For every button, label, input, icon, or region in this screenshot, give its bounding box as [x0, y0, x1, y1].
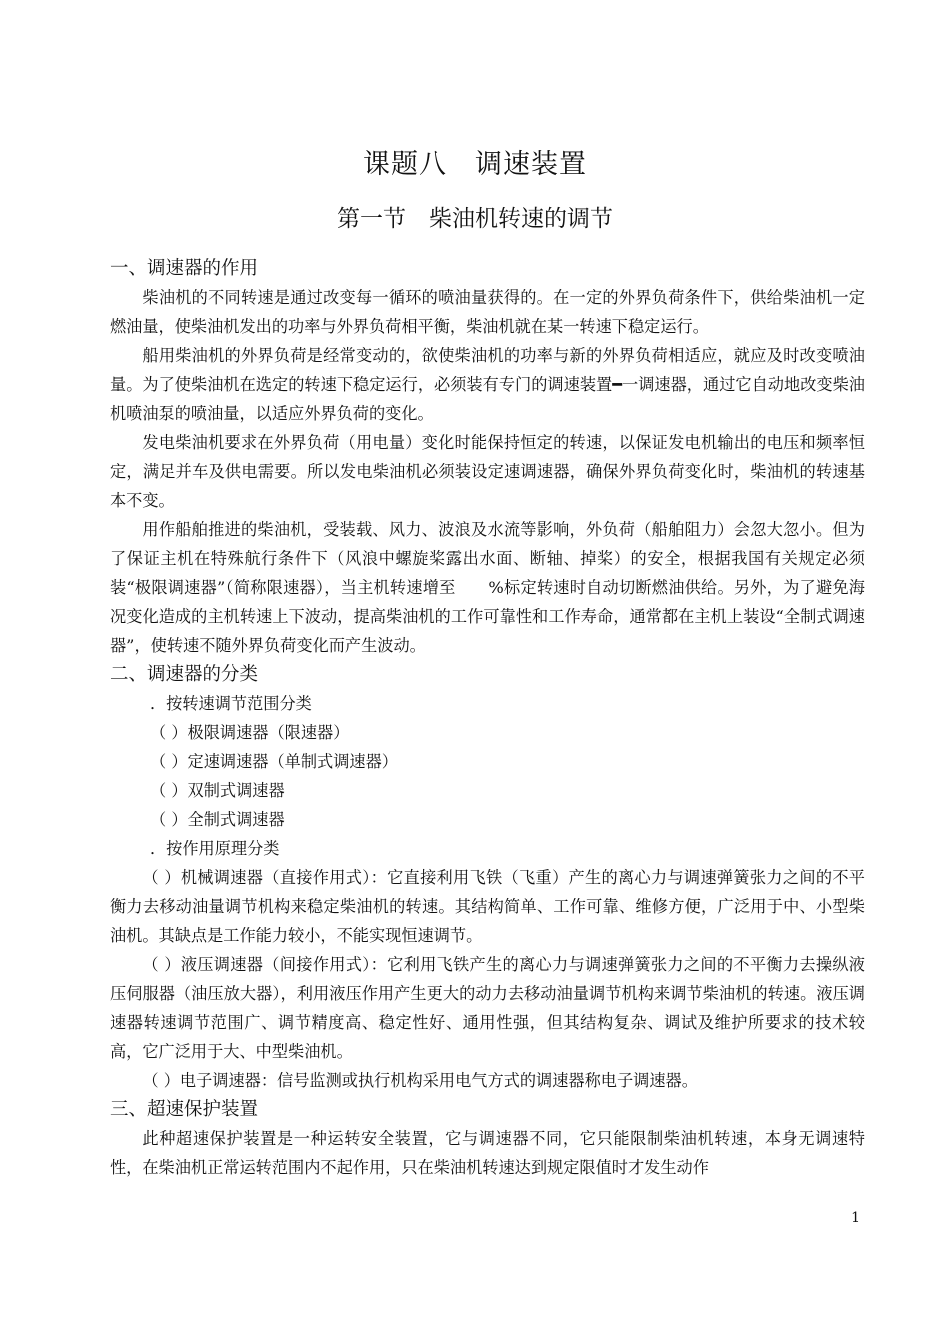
heading-governor-classification: 二、调速器的分类: [110, 664, 259, 685]
paragraph: 此种超速保护装置是一种运转安全装置，它与调速器不同，它只能限制柴油机转速，本身无调速特性，在柴油机正常运转范围内不起作用，只在柴油机转速达到规定限值时才发生动作: [110, 1129, 865, 1177]
heading-overspeed-protection: 三、超速保护装置: [110, 1099, 259, 1120]
paragraph: 用作船舶推进的柴油机，受装载、风力、波浪及水流等影响，外负荷（船舶阻力）会忽大忽小。但为了保证主机在特殊航行条件下（风浪中螺旋桨露出水面、断轴、掉桨）的安全，根据我国有关规定必须装“极限调速器”（简称限速器），当主机转速增至 %标定转速时自动切断燃油供给。另外，为了避免海况变化造成的主机转速上下波动，提高柴油机的工作可靠性和工作寿命，通常都在主机上装设“全制式调速器”，使转速不随外界负荷变化而产生波动。: [110, 520, 865, 655]
paragraph: 发电柴油机要求在外界负荷（用电量）变化时能保持恒定的转速，以保证发电机输出的电压和频率恒定，满足并车及供电需要。所以发电柴油机必须装设定速调速器，确保外界负荷变化时，柴油机的转速基本不变。: [110, 433, 865, 510]
list-item: （ ）极限调速器（限速器）: [150, 723, 350, 742]
list-item: ．按作用原理分类: [150, 839, 280, 858]
list-item: （ ）全制式调速器: [150, 810, 285, 829]
list-item: （ ）定速调速器（单制式调速器）: [150, 752, 398, 771]
paragraph: 柴油机的不同转速是通过改变每一循环的喷油量获得的。在一定的外界负荷条件下，供给柴油机一定燃油量，使柴油机发出的功率与外界负荷相平衡，柴油机就在某一转速下稳定运行。: [110, 288, 865, 336]
paragraph: （ ）液压调速器（间接作用式）：它利用飞铁产生的离心力与调速弹簧张力之间的不平衡力去操纵液压伺服器（油压放大器），利用液压作用产生更大的动力去移动油量调节机构来调节柴油机的转速。液压调速器转速调节范围广、调节精度高、稳定性好、通用性强，但其结构复杂、调试及维护所要求的技术较高，它广泛用于大、中型柴油机。: [110, 955, 865, 1061]
list-item: （ ）双制式调速器: [150, 781, 285, 800]
chapter-title: 课题八 调速装置: [363, 149, 587, 180]
paragraph: （ ）机械调速器（直接作用式）：它直接利用飞铁（飞重）产生的离心力与调速弹簧张力之间的不平衡力去移动油量调节机构来稳定柴油机的转速。其结构简单、工作可靠、维修方便，广泛用于中、小型柴油机。其缺点是工作能力较小，不能实现恒速调节。: [110, 868, 865, 945]
paragraph: （ ）电子调速器：信号监测或执行机构采用电气方式的调速器称电子调速器。: [142, 1071, 698, 1090]
page-number: 1: [851, 1210, 860, 1226]
list-item: ．按转速调节范围分类: [150, 694, 312, 713]
section-title: 第一节 柴油机转速的调节: [337, 206, 613, 232]
heading-governor-function: 一、调速器的作用: [110, 258, 259, 279]
document-body: [110, 254, 865, 1182]
paragraph: 船用柴油机的外界负荷是经常变动的，欲使柴油机的功率与新的外界负荷相适应，就应及时改变喷油量。为了使柴油机在选定的转速下稳定运行，必须装有专门的调速装置━一调速器，通过它自动地改变柴油机喷油泵的喷油量，以适应外界负荷的变化。: [110, 346, 865, 423]
